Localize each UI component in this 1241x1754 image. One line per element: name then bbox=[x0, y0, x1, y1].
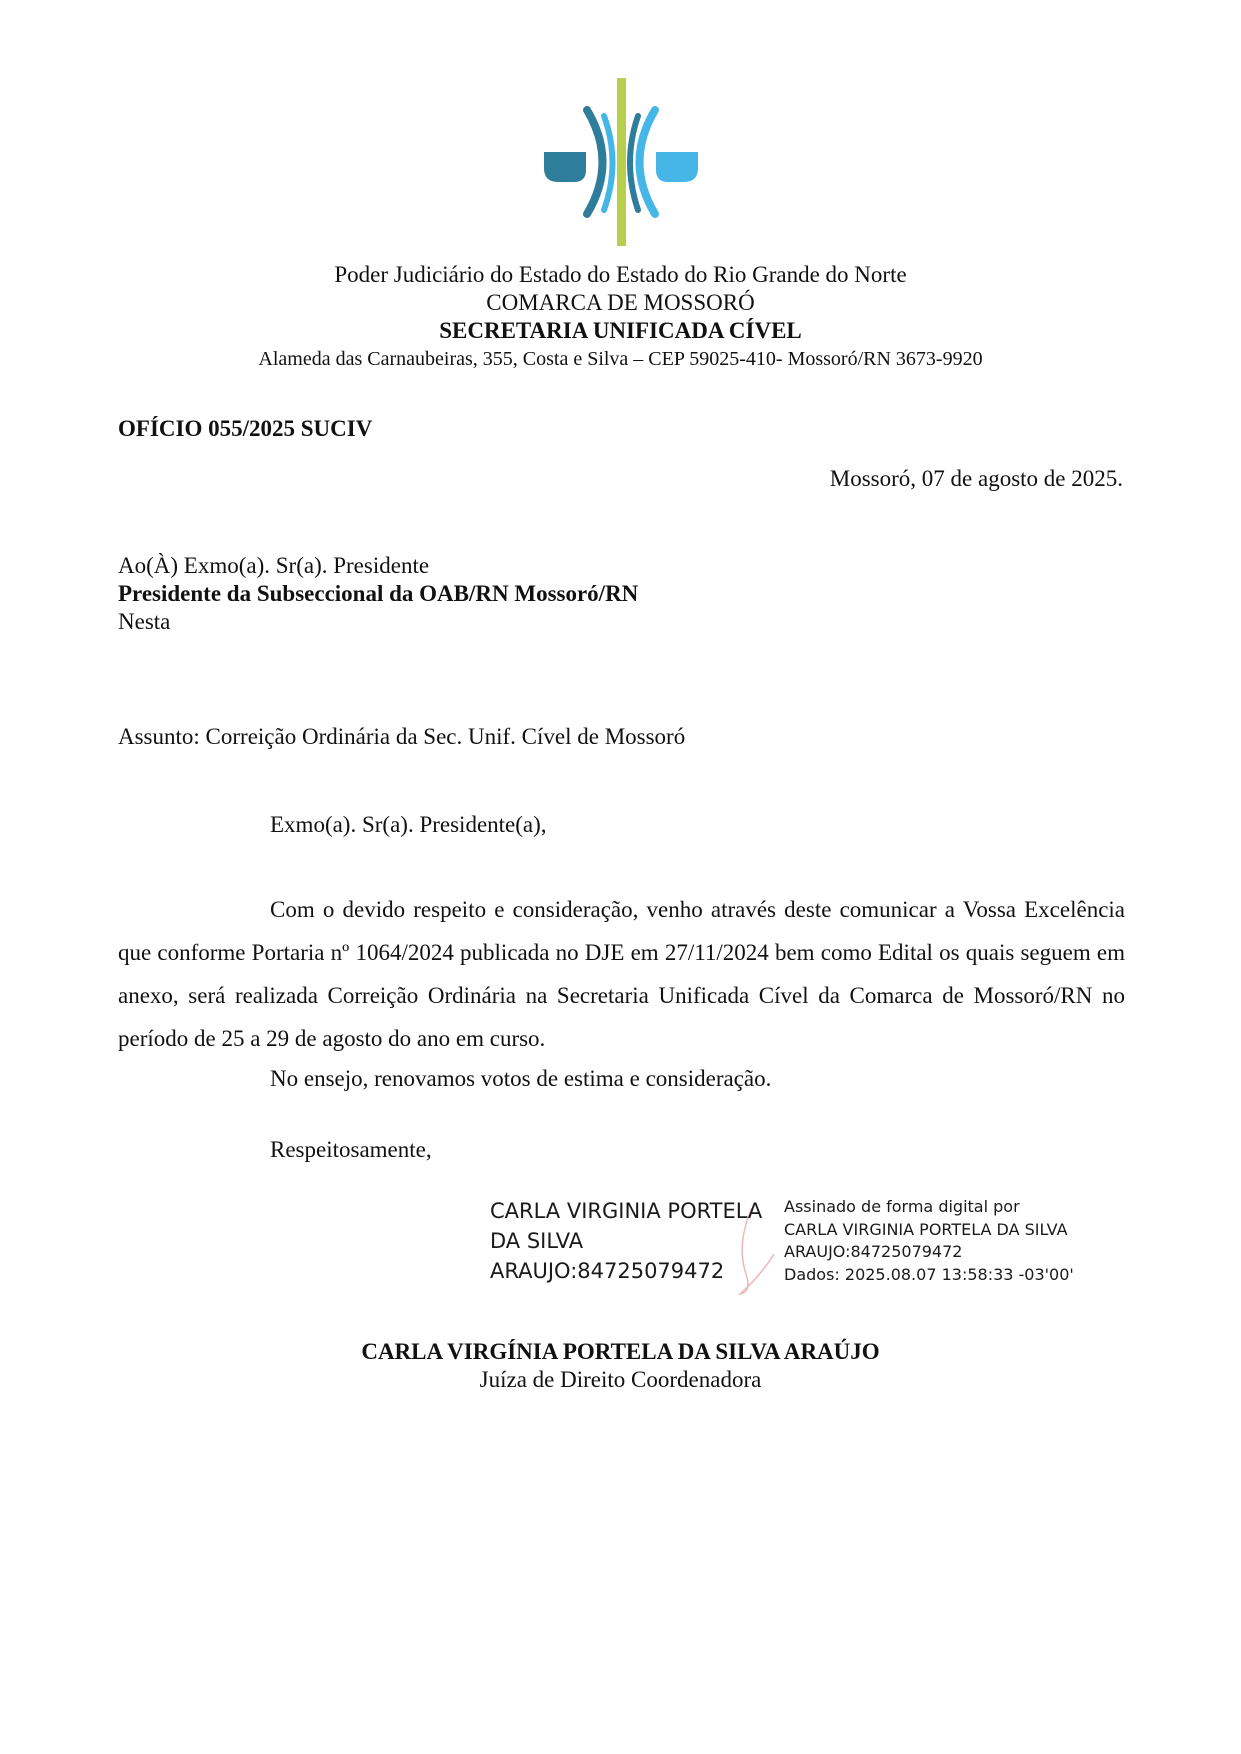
signature-name-line: DA SILVA bbox=[490, 1229, 584, 1253]
letter-salutation: Exmo(a). Sr(a). Presidente(a), bbox=[270, 812, 547, 837]
signatory-title: Juíza de Direito Coordenadora bbox=[479, 1367, 762, 1392]
body-paragraph bbox=[118, 888, 1125, 1060]
digital-signature-stamp bbox=[490, 1196, 1080, 1296]
header-comarca: COMARCA DE MOSSORÓ bbox=[486, 290, 755, 315]
signature-info-line: Dados: 2025.08.07 13:58:33 -03'00' bbox=[784, 1264, 1074, 1284]
header-secretaria: SECRETARIA UNIFICADA CÍVEL bbox=[439, 318, 802, 343]
recipient-location: Nesta bbox=[118, 609, 171, 634]
recipient-salutation: Ao(À) Exmo(a). Sr(a). Presidente bbox=[118, 553, 430, 578]
signatory-name: CARLA VIRGÍNIA PORTELA DA SILVA ARAÚJO bbox=[361, 1339, 880, 1364]
subject-line: Assunto: Correição Ordinária da Sec. Unif. Cível de Mossoró bbox=[118, 724, 686, 749]
oficio-number: OFÍCIO 055/2025 SUCIV bbox=[118, 416, 373, 441]
logo-left-arc bbox=[587, 110, 603, 214]
signature-info-line: Assinado de forma digital por bbox=[784, 1197, 1020, 1216]
logo-center-bar bbox=[617, 78, 626, 246]
signature-name-block bbox=[490, 1196, 762, 1286]
logo-left-bowl bbox=[544, 152, 586, 182]
header-court-name: Poder Judiciário do Estado do Estado do Rio Grande do Norte bbox=[334, 262, 907, 287]
justice-scales-logo-icon bbox=[538, 78, 704, 246]
logo-right-arc bbox=[640, 110, 656, 214]
body-paragraph-text: Com o devido respeito e consideração, venho através deste comunicar a Vossa Excelência que conforme Portaria nº 1064/2024 publicada no DJE em 27/11/2024 bem como Edital os quais seguem em anexo, será realizada Correição Ordinária na Secretaria Unificada Cível da Comarca de Mossoró/RN no período de 25 a 29 de agosto do ano em curso. bbox=[118, 897, 1125, 1051]
date-line: Mossoró, 07 de agosto de 2025. bbox=[829, 466, 1123, 491]
signature-name-line: ARAUJO:84725079472 bbox=[490, 1259, 725, 1283]
closing-line: Respeitosamente, bbox=[270, 1137, 432, 1162]
header-address: Alameda das Carnaubeiras, 355, Costa e Silva – CEP 59025-410- Mossoró/RN 3673-9920 bbox=[258, 348, 983, 370]
signature-info-line: ARAUJO:84725079472 bbox=[784, 1242, 963, 1261]
recipient-name: Presidente da Subseccional da OAB/RN Mossoró/RN bbox=[118, 581, 639, 606]
signature-info-line: CARLA VIRGINIA PORTELA DA SILVA bbox=[784, 1219, 1068, 1239]
signature-name-line: CARLA VIRGINIA PORTELA bbox=[490, 1199, 763, 1223]
signature-info-block bbox=[784, 1196, 1074, 1286]
logo-right-bowl bbox=[656, 152, 698, 182]
body-closing-paragraph: No ensejo, renovamos votos de estima e consideração. bbox=[270, 1066, 772, 1091]
